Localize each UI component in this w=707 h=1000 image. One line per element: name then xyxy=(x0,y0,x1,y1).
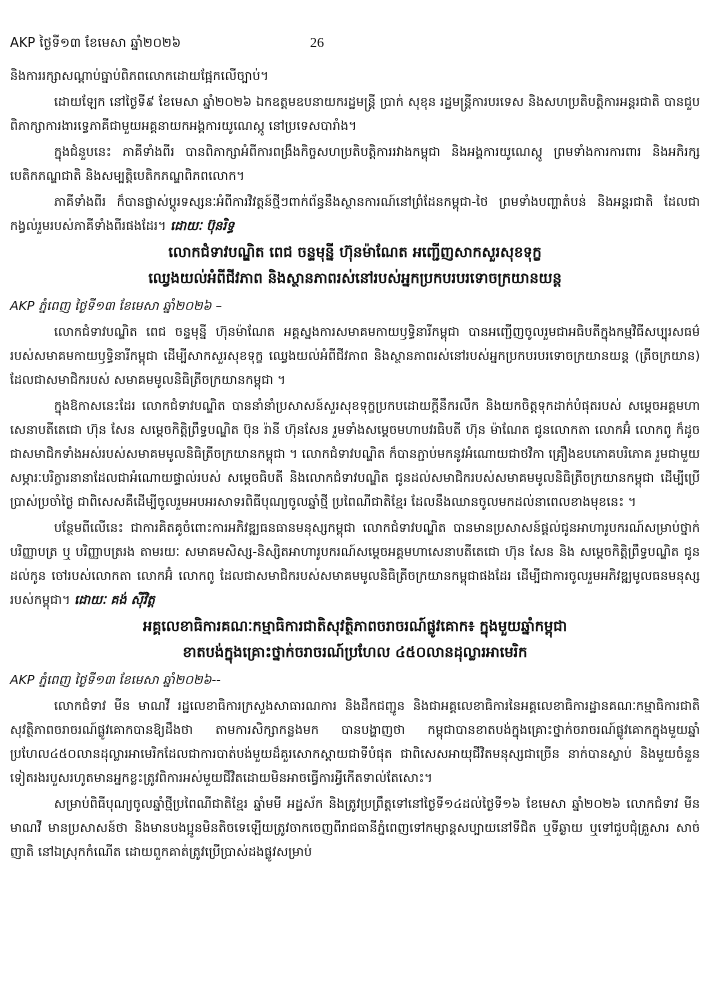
intro-paragraph-continued: និងការរក្សាសណ្ដាប់ធ្នាប់ពិភពលោកដោយផ្អែកលើច្បាប់។ xyxy=(10,68,269,83)
page-number: 26 xyxy=(310,36,324,51)
article-1-paragraph-3-text: បន្ថែមពីលើនេះ ជាការគិតគូចំពោះការអភិវឌ្ឍធនធានមនុស្សកម្ពុជា លោកជំទាវបណ្ឌិត បានមានប្រសាសន៍ផ្ដល់ជូនអាហារូបករណ៍សម្រាប់ថ្នាក់បរិញ្ញាបត្រ ឬ បរិញ្ញាបត្ររង តាមរយៈ សមាគមសិស្ស-និស្សិតអាហារូបករណ៍សម្ដេចអគ្គមហាសេនាបតីតេជោ ហ៊ុន សែន និង សម្ដេចកិត្តិព្រឹទ្ធបណ្ឌិត ជូនដល់កូន ចៅរបស់លោកតា លោកអ៊ំ លោកពូ ដែលជាសមាជិករបស់សមាគមមូលនិធិត្រីចក្រយានកម្ពុជាផងដែរ ដើម្បីជាការចូលរួមអភិវឌ្ឍមូលធនមនុស្សរបស់កម្ពុជា។ xyxy=(10,520,700,607)
article-1-paragraph-3 xyxy=(10,516,700,612)
article-2-paragraph-2: សម្រាប់ពិធីបុណ្យចូលឆ្នាំថ្មីប្រពៃណីជាតិខ្មែរ ឆ្នាំមមី អដ្ឋស័ក និងត្រូវប្រព្រឹត្តទៅនៅថ្ងៃទី១៤ដល់ថ្ងៃទី១៦ ខែមេសា ឆ្នាំ២០២៦ លោកជំទាវ មីន មាណវី មានប្រសាសន៍ថា និងមានបងប្អូនមិនតិចទេឡើយត្រូវចាកចេញពីរាជធានីភ្នំពេញទៅកម្សាន្តសប្បាយនៅទីជិត ឬទីឆ្ងាយ ឬទៅជួបជុំគ្រួសារ សាច់ញាតិ នៅឯស្រុកកំណើត ដោយពួកគាត់ត្រូវប្រើប្រាស់ដងផ្លូវសម្រាប់ xyxy=(10,796,700,859)
article-2-headline xyxy=(10,614,700,666)
article-1-headline-line-2: ឈ្វេងយល់អំពីជីវភាព និងស្ថានភាពរស់នៅរបស់អ្នកប្រកបរបរទោចក្រយានយន្ត xyxy=(148,271,562,287)
intro-paragraph-3 xyxy=(10,190,700,238)
header-publication-date: AKP ថ្ងៃទី១៣ ខែមេសា ឆ្នាំ២០២៦ xyxy=(10,36,181,51)
article-1 xyxy=(10,240,700,612)
article-2-headline-line-2: ខាតបង់ក្នុងគ្រោះថ្នាក់ចរាចរណ៍ប្រហែល ៤៥០លានដុល្លារអាមេរិក xyxy=(182,645,528,661)
article-2-dateline: AKP ភ្នំពេញ ថ្ងៃទី១៣ ខែមេសា ឆ្នាំ២០២៦-- xyxy=(10,672,221,687)
intro-section xyxy=(10,64,700,238)
article-2-headline-line-1: អគ្គលេខាធិការគណៈកម្មាធិការជាតិសុវត្ថិភាពចរាចរណ៍ផ្លូវគោក៖ ក្នុងមួយឆ្នាំកម្ពុជា xyxy=(142,619,567,635)
intro-paragraph-3-text: ភាគីទាំងពីរ ក៏បានផ្លាស់ប្ដូរទស្សនៈអំពីការវិវត្តន៍ថ្មីៗពាក់ព័ន្ធនឹងស្ថានការណ៍នៅព្រំដែនកម្ពុជា-ថៃ ព្រមទាំងបញ្ហាតំបន់ និងអន្តរជាតិ ដែលជាកង្វល់រួមរបស់ភាគីទាំងពីរផងដែរ។ xyxy=(10,194,700,233)
article-1-headline xyxy=(10,240,700,292)
article-1-byline: ដោយៈ គង់ ស៊ីវិត្ត xyxy=(74,592,155,607)
article-1-paragraph-2: ក្នុងឱកាសនេះដែរ លោកជំទាវបណ្ឌិត បាននាំនាំប្រសាសន៍សួរសុខទុក្ខប្រកបដោយក្ដីនឹករលឹក និងយកចិត្តទុកដាក់បំផុតរបស់ សម្ដេចអគ្គមហាសេនាបតីតេជោ ហ៊ុន សែន សម្ដេចកិត្តិព្រឹទ្ធបណ្ឌិត ប៊ុន រ៉ានី ហ៊ុនសែន រួមទាំងសម្ដេចមហាបវរធិបតី ហ៊ុន ម៉ាណែត ជូនលោកតា លោកអ៊ំ លោកពូ ក៏ដូចជាសមាជិកទាំងអស់របស់សមាគមមូលនិធិត្រីចក្រយានកម្ពុជា ។ លោកជំទាវបណ្ឌិត ក៏បានភ្ជាប់មកនូវអំណោយជាថវិកា គ្រឿងឧបភោគបរិភោគ រួមជាមួយសម្ភារៈបរិក្ខារនានាដែលជាអំណោយផ្ទាល់របស់ សម្ដេចធិបតី និងលោកជំទាវបណ្ឌិត ជូនដល់សមាជិករបស់សមាគមមូលនិធិត្រីចក្រយានកម្ពុជា ដើម្បីប្រើប្រាស់ប្រចាំថ្ងៃ ជាពិសេសគឺដើម្បីចូលរួមអបអរសាទរពិធីបុណ្យចូលឆ្នាំថ្មី ប្រពៃណីជាតិខ្មែរ ដែលនឹងឈានចូលមកដល់នាពេលខាងមុខនេះ ។ xyxy=(10,398,700,509)
intro-byline: ដោយៈ ប៊ុនរិទ្ធ xyxy=(170,218,235,233)
article-1-headline-line-1: លោកជំទាវបណ្ឌិត ពេជ ចន្ទមុន្នី ហ៊ុនម៉ាណែត អញ្ជើញសាកសួរសុខទុក្ខ xyxy=(168,245,542,261)
article-1-paragraph-1: លោកជំទាវបណ្ឌិត ពេជ ចន្ទមុន្នី ហ៊ុនម៉ាណែត អគ្គស្នងការសមាគមកាយឫទ្ធិនារីកម្ពុជា បានអញ្ជើញចូលរួមជាអធិបតីក្នុងកម្មវិធីសប្បុរសធម៌របស់សមាគមកាយឫទ្ធិនារីកម្ពុជា ដើម្បីសាកសួរសុខទុក្ខ ឈ្វេងយល់អំពីជីវភាព និងស្ថានភាពរស់នៅរបស់អ្នកប្រកបរបរទោចក្រយានយន្ត (ត្រីចក្រយាន) ដែលជាសមាជិករបស់ សមាគមមូលនិធិត្រីចក្រយានកម្ពុជា ។ xyxy=(10,324,700,387)
article-2 xyxy=(10,614,700,864)
intro-paragraph-2: ក្នុងជំនួបនេះ ភាគីទាំងពីរ បានពិភាក្សាអំពីការពង្រឹងកិច្ចសហប្រតិបត្តិការរវាងកម្ពុជា និងអង្គការយូណេស្កូ ព្រមទាំងការការពារ និងអភិរក្សបេតិកភណ្ឌជាតិ និងសម្បត្តិបេតិកភណ្ឌពិភពលោក។ xyxy=(10,144,700,183)
article-1-dateline: AKP ភ្នំពេញ ថ្ងៃទី១៣ ខែមេសា ឆ្នាំ២០២៦ – xyxy=(10,298,222,313)
page-header xyxy=(10,34,700,54)
page-content xyxy=(10,64,700,866)
article-2-paragraph-1: លោកជំទាវ មីន មាណវី រដ្ឋលេខាធិការក្រសួងសាធារណការ និងដឹកជញ្ជូន និងជាអគ្គលេខាធិការនៃអគ្គលេខាធិការដ្ឋានគណៈកម្មាធិការជាតិសុវត្ថិភាពចរាចរណ៍ផ្លូវគោកបានឱ្យដឹងថា តាមការសិក្សាកន្លងមក បានបង្ហាញថា កម្ពុជាបានខាតបង់ក្នុងគ្រោះថ្នាក់ចរាចរណ៍ផ្លូវគោកក្នុងមួយឆ្នាំ ប្រហែល៤៥០លានដុល្លារអាមេរិកដែលជាការបាត់បង់មួយដ៏គួរសោកស្ដាយជាទីបំផុត ជាពិសេសអាយុជីវិតមនុស្សជាច្រើន នាក់បានស្លាប់ និងមួយចំនួនទៀតរងរបួសរហូតមានអ្នកខ្លះត្រូវពិការអស់មួយជីវិតដោយមិនអាចធ្វើការអ្វីកើតទាល់តែសោះ។ xyxy=(10,698,700,785)
intro-paragraph-1: ដោយឡែក នៅថ្ងៃទី៩ ខែមេសា ឆ្នាំ២០២៦ ឯកឧត្តមឧបនាយករដ្ឋមន្ត្រី ប្រាក់ សុខុន រដ្ឋមន្ត្រីការបរទេស និងសហប្រតិបត្តិការអន្តរជាតិ បានជួបពិភាក្សាការងារទ្វេភាគីជាមួយអគ្គនាយកអង្គការយូណេស្កូ នៅប្រទេសបារាំង។ xyxy=(10,94,700,133)
